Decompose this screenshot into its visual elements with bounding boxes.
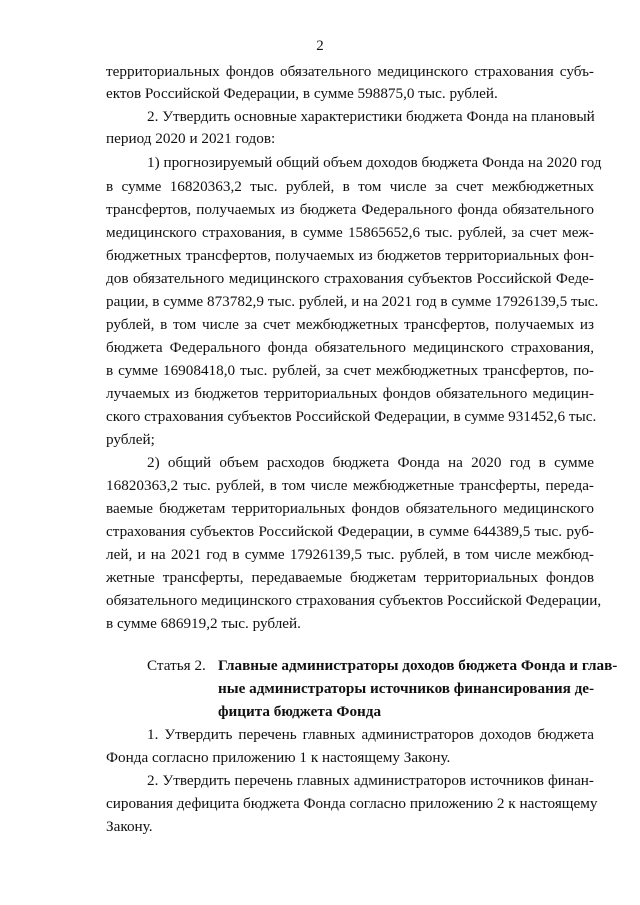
text-line: в сумме 16820363,2 тыс. рублей, в том числе за счет межбюджетных xyxy=(106,178,594,195)
article-title-line: фицита бюджета Фонда xyxy=(218,703,382,720)
text-line: бюджетных трансфертов, получаемых из бюджетов территориальных фон- xyxy=(106,247,594,264)
text-line: рублей, в том числе за счет межбюджетных трансфертов, получаемых из xyxy=(106,316,594,333)
text-line: сирования дефицита бюджета Фонда согласно приложению 2 к настоящему xyxy=(106,795,598,812)
text-line: страхования субъектов Российской Федерации, в сумме 644389,5 тыс. руб- xyxy=(106,523,594,540)
text-line: дов обязательного медицинского страхования субъектов Российской Феде- xyxy=(106,270,594,287)
text-line: 2) общий объем расходов бюджета Фонда на 2020 год в сумме xyxy=(147,454,594,471)
text-line: период 2020 и 2021 годов: xyxy=(106,130,276,147)
page-number: 2 xyxy=(316,38,324,54)
text-line: в сумме 686919,2 тыс. рублей. xyxy=(106,615,301,632)
text-line: ваемые бюджетам территориальных фондов обязательного медицинского xyxy=(106,500,594,517)
text-line: в сумме 16908418,0 тыс. рублей, за счет межбюджетных трансфертов, по- xyxy=(106,362,594,379)
text-line: рации, в сумме 873782,9 тыс. рублей, и на 2021 год в сумме 17926139,5 тыс. xyxy=(106,293,599,310)
text-line: лучаемых из бюджетов территориальных фондов обязательного медицин- xyxy=(106,385,594,402)
text-line: рублей; xyxy=(106,431,155,448)
text-line: 2. Утвердить основные характеристики бюджета Фонда на плановый xyxy=(147,108,595,125)
text-line: ского страхования субъектов Российской Федерации, в сумме 931452,6 тыс. xyxy=(106,408,597,425)
text-line: ектов Российской Федерации, в сумме 598875,0 тыс. рублей. xyxy=(106,85,498,102)
text-line: лей, и на 2021 год в сумме 17926139,5 тыс. рублей, в том числе межбюд- xyxy=(106,546,594,563)
article-title-line: ные администраторы источников финансирования де- xyxy=(218,680,595,697)
text-line: 16820363,2 тыс. рублей, в том числе межбюджетные трансферты, переда- xyxy=(106,477,594,494)
text-line: территориальных фондов обязательного медицинского страхования субъ- xyxy=(106,63,594,80)
text-line: Фонда согласно приложению 1 к настоящему Закону. xyxy=(106,749,451,766)
text-line: трансфертов, получаемых из бюджета Федерального фонда обязательного xyxy=(106,201,594,218)
text-line: жетные трансферты, передаваемые бюджетам территориальных фондов xyxy=(106,569,594,586)
text-line: медицинского страхования, в сумме 15865652,6 тыс. рублей, за счет меж- xyxy=(106,224,594,241)
text-line: обязательного медицинского страхования субъектов Российской Федерации, xyxy=(106,592,602,609)
text-line: 1. Утвердить перечень главных администраторов доходов бюджета xyxy=(147,726,594,743)
text-line: 1) прогнозируемый общий объем доходов бюджета Фонда на 2020 год xyxy=(147,154,602,171)
article-title-line: Главные администраторы доходов бюджета Фонда и глав- xyxy=(218,657,618,674)
article-label: Статья 2. xyxy=(147,657,206,674)
text-line: 2. Утвердить перечень главных администраторов источников финан- xyxy=(147,772,594,789)
text-line: Закону. xyxy=(106,818,153,835)
text-line: бюджета Федерального фонда обязательного медицинского страхования, xyxy=(106,339,594,356)
